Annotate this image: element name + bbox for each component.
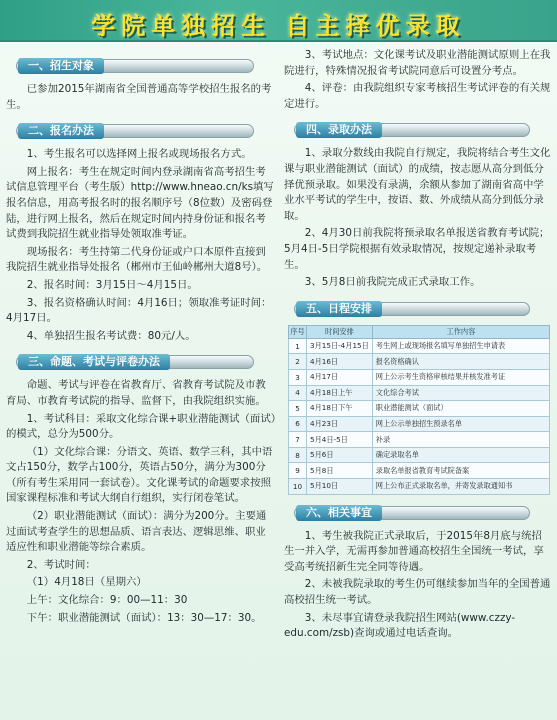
section-label: 五、日程安排	[296, 301, 382, 317]
paragraph: 2、4月30日前我院将预录取名单报送省教育考试院；5月4日-5日学院根据有效录取情况，按规定递补录取考生。	[284, 227, 550, 271]
cell-no: 6	[289, 416, 307, 432]
table-row	[289, 416, 550, 432]
cell-task: 报名资格确认	[372, 354, 549, 370]
cell-no: 5	[289, 401, 307, 417]
schedule-table	[288, 325, 550, 495]
section-label: 二、报名办法	[18, 123, 104, 139]
table-header-row	[289, 325, 550, 338]
cell-date: 5月6日	[307, 447, 373, 463]
cell-date: 3月15日-4月15日	[307, 338, 373, 354]
paragraph: 已参加2015年湖南省全国普通高等学校招生报名的考生。	[6, 83, 272, 111]
cell-task: 补录	[372, 432, 549, 448]
table-row	[289, 432, 550, 448]
table-row	[289, 369, 550, 385]
section-label: 六、相关事宜	[296, 505, 382, 521]
cell-task: 确定录取名单	[372, 447, 549, 463]
cell-task: 职业潜能测试（面试）	[372, 401, 549, 417]
cell-date: 4月18日上午	[307, 385, 373, 401]
paragraph: 2、未被我院录取的考生仍可继续参加当年的全国普通高校招生统一考试。	[284, 578, 551, 607]
paragraph: 现场报名：考生持第二代身份证或户口本原件直接到我院招生就业指导处报名（郴州市王仙岭郴州大道8号）。	[6, 245, 268, 274]
paragraph: 1、考试科目：采取文化综合课+职业潜能测试（面试）的模式，总分为500分。	[6, 412, 276, 441]
table-row	[289, 479, 550, 495]
section-header-other-matters	[284, 503, 552, 523]
section-label: 一、招生对象	[18, 58, 104, 74]
right-column	[284, 48, 552, 644]
cell-date: 4月17日	[307, 369, 373, 385]
cell-task: 考生网上或现场报名填写单独招生申请表	[372, 338, 549, 354]
paragraph: （1）文化综合课：分语文、英语、数学三科，其中语文占150分，数学占100分，英语占50分，满分为300分（所有考生采用同一套试卷）。文化课考试的命题要求按照国家课程标准和考试大纲自行组织，实行闭卷笔试。	[6, 445, 273, 505]
left-column	[6, 48, 276, 628]
paragraph: 3、未尽事宜请登录我院招生网站(www.czzy-edu.com/zsb)查询或通过电话查询。	[284, 611, 516, 640]
cell-no: 3	[289, 369, 307, 385]
cell-no: 10	[289, 479, 307, 495]
cell-date: 4月16日	[307, 354, 373, 370]
title-banner	[0, 0, 557, 42]
cell-no: 7	[289, 432, 307, 448]
cell-no: 2	[289, 354, 307, 370]
section-header-enrollment-target	[6, 56, 276, 76]
column-header: 时间安排	[307, 325, 373, 338]
paragraph: 2、报名时间：3月15日～4月15日。	[26, 278, 198, 291]
section-header-exam-method	[6, 352, 276, 372]
paragraph: 3、报名资格确认时间：4月16日；领取准考证时间：4月17日。	[6, 296, 272, 325]
section-header-registration	[6, 121, 276, 141]
cell-task: 文化综合考试	[372, 385, 549, 401]
column-header: 工作内容	[372, 325, 549, 338]
paragraph: 上午：文化综合：9：00—11：30	[26, 594, 188, 607]
cell-task: 网上公布正式录取名单，并寄发录取通知书	[372, 479, 549, 495]
paragraph: 4、评卷：由我院组织专家考核招生考试评卷的有关规定进行。	[284, 82, 551, 110]
cell-date: 4月18日下午	[307, 401, 373, 417]
paragraph: 3、考试地点：文化课考试及职业潜能测试原则上在我院进行，特殊情况报省考试院同意后可设置分考点。	[284, 49, 551, 77]
section-label: 四、录取办法	[296, 122, 382, 138]
table-row	[289, 354, 550, 370]
cell-date: 5月8日	[307, 463, 373, 479]
section-header-schedule	[284, 299, 552, 319]
cell-date: 5月10日	[307, 479, 373, 495]
paragraph: 1、录取分数线由我院自行规定，我院将结合考生文化课与职业潜能测试（面试）的成绩，按志愿从高分到低分择优预录取。如果没有录满，余额从参加了湖南省高中学业水平考试的学生中，按语、数、外成绩从高分到低分录取。	[284, 147, 551, 222]
paragraph: 下午：职业潜能测试（面试）：13：30—17：30。	[26, 611, 262, 624]
cell-no: 1	[289, 338, 307, 354]
paragraph: 1、考生被我院正式录取后，于2015年8月底与统招生一并入学，无需再参加普通高校招生全国统一考试，享受高考统招新生完全同等待遇。	[284, 529, 544, 573]
paragraph: （2）职业潜能测试（面试）：满分为200分。主要通过面试考查学生的思想品质、语言表达、逻辑思维、职业适应性和职业潜能等综合素质。	[6, 510, 267, 554]
cell-date: 5月4日-5日	[307, 432, 373, 448]
table-row	[289, 338, 550, 354]
table-row	[289, 385, 550, 401]
paragraph: （1）4月18日（星期六）	[26, 576, 147, 589]
paragraph: 1、考生报名可以选择网上报名或现场报名方式。	[26, 148, 252, 161]
paragraph: 4、单独招生报名考试费：80元/人。	[26, 329, 196, 342]
cell-no: 4	[289, 385, 307, 401]
page-title: 学院单独招生 自主择优录取	[91, 11, 466, 40]
table-row	[289, 463, 550, 479]
cell-no: 8	[289, 447, 307, 463]
paragraph: 3、5月8日前我院完成正式录取工作。	[304, 276, 481, 289]
paragraph: 网上报名：考生在规定时间内登录湖南省高考招生考试信息管理平台（考生版）http://www.hneao.cn/ks填写报名信息，用高考报名时的报名顺序号（8位数）及密码登陆，进行网上报名，然后在规定时间内持身份证和报名考试费到我院招生就业指导处领取准考证。	[6, 165, 274, 241]
table-row	[289, 401, 550, 417]
paragraph: 2、考试时间：	[26, 558, 96, 571]
cell-task: 网上公示单独招生预录名单	[372, 416, 549, 432]
column-header: 序号	[289, 325, 307, 338]
table-row	[289, 447, 550, 463]
cell-task: 网上公示考生资格审核结果并核发准考证	[372, 369, 549, 385]
cell-date: 4月23日	[307, 416, 373, 432]
cell-no: 9	[289, 463, 307, 479]
cell-task: 录取名单报省教育考试院备案	[372, 463, 549, 479]
section-label: 三、命题、考试与评卷办法	[18, 354, 170, 370]
section-header-admission	[284, 120, 552, 140]
paragraph: 命题、考试与评卷在省教育厅、省教育考试院及市教育局、市教育考试院的指导、监督下，由我院组织实施。	[6, 379, 266, 407]
